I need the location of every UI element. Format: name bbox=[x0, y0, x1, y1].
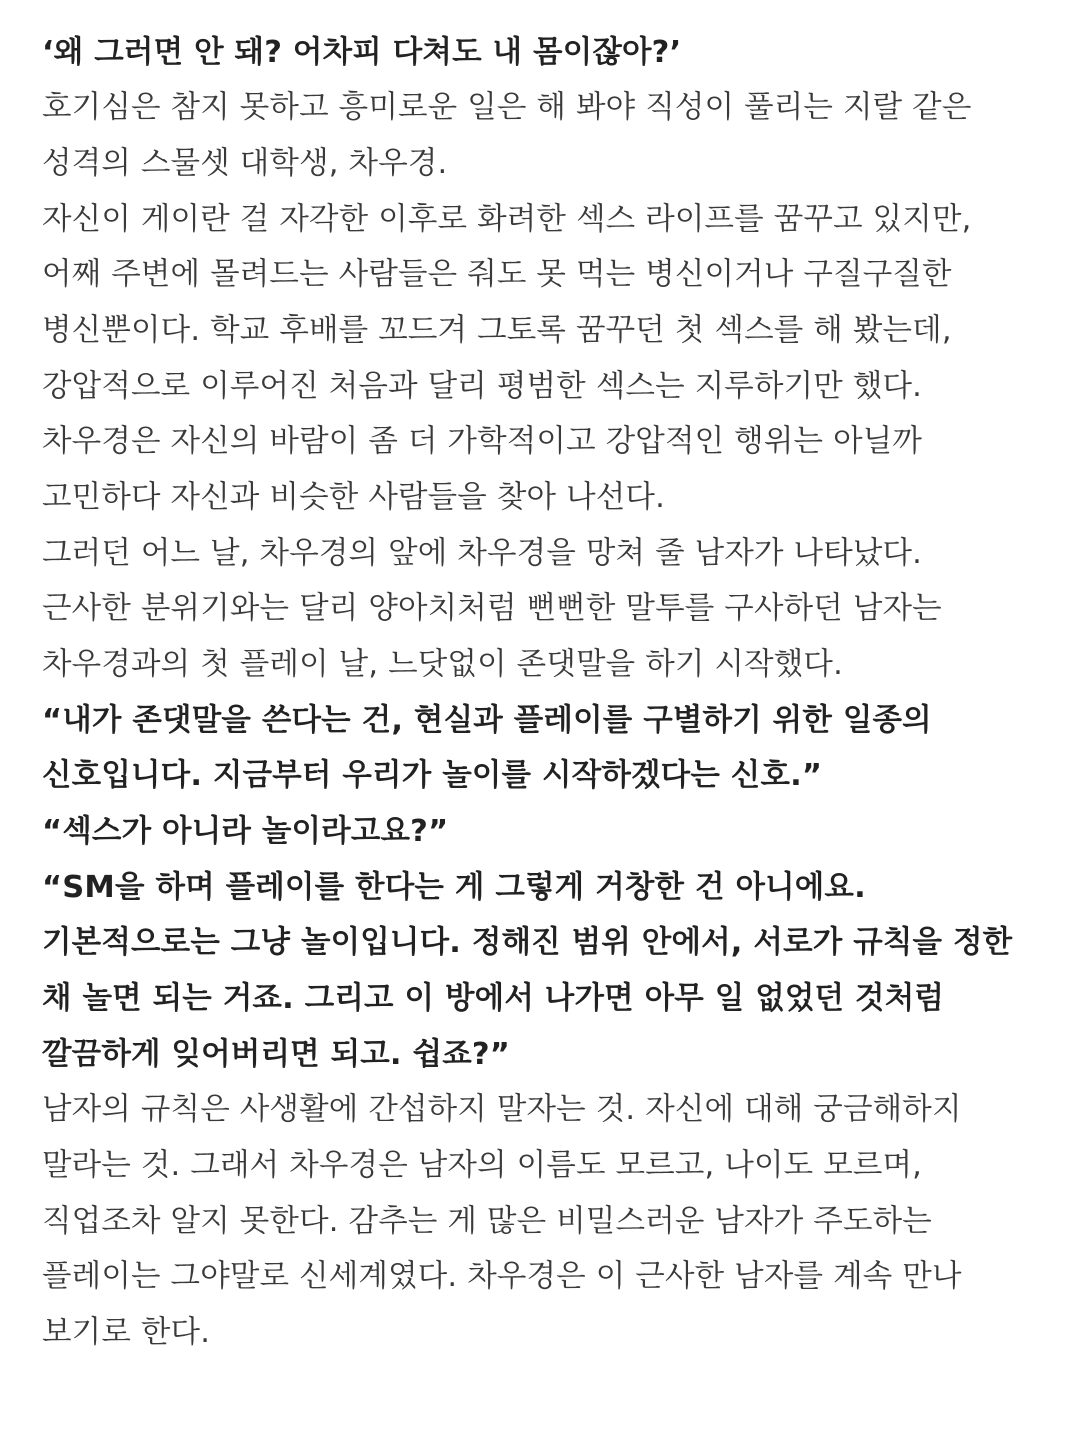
text-line: 신호입니다. 지금부터 우리가 놀이를 시작하겠다는 신호.” bbox=[42, 758, 823, 793]
text-line: 직업조차 알지 못한다. 감추는 게 많은 비밀스러운 남자가 주도하는 bbox=[42, 1204, 932, 1239]
text-line: 말라는 것. 그래서 차우경은 남자의 이름도 모르고, 나이도 모르며, bbox=[42, 1148, 923, 1183]
text-line: 성격의 스물셋 대학생, 차우경. bbox=[42, 146, 448, 181]
text-line: 차우경은 자신의 바람이 좀 더 가학적이고 강압적인 행위는 아닐까 bbox=[42, 424, 923, 459]
text-line: 고민하다 자신과 비슷한 사람들을 찾아 나선다. bbox=[42, 480, 665, 515]
text-line: 근사한 분위기와는 달리 양아치처럼 뻔뻔한 말투를 구사하던 남자는 bbox=[42, 591, 942, 626]
text-line: 남자의 규칙은 사생활에 간섭하지 말자는 것. 자신에 대해 궁금해하지 bbox=[42, 1092, 962, 1127]
text-line: “SM을 하며 플레이를 한다는 게 그렇게 거창한 건 아니에요. bbox=[42, 870, 866, 905]
text-line: 채 놀면 되는 거죠. 그리고 이 방에서 나가면 아무 일 없었던 것처럼 bbox=[42, 981, 945, 1016]
text-line: 어째 주변에 몰려드는 사람들은 줘도 못 먹는 병신이거나 구질구질한 bbox=[42, 257, 952, 292]
text-line: 자신이 게이란 걸 자각한 이후로 화려한 섹스 라이프를 꿈꾸고 있지만, bbox=[42, 202, 972, 237]
text-line: “섹스가 아니라 놀이라고요?” bbox=[42, 814, 449, 849]
text-line: 차우경과의 첫 플레이 날, 느닷없이 존댓말을 하기 시작했다. bbox=[42, 647, 843, 682]
text-line: 기본적으로는 그냥 놀이입니다. 정해진 범위 안에서, 서로가 규칙을 정한 bbox=[42, 925, 1013, 960]
text-line: ‘왜 그러면 안 돼? 어차피 다쳐도 내 몸이잖아?’ bbox=[42, 35, 682, 70]
text-line: 호기심은 참지 못하고 흥미로운 일은 해 봐야 직성이 풀리는 지랄 같은 bbox=[42, 90, 972, 125]
text-line: “내가 존댓말을 쓴다는 건, 현실과 플레이를 구별하기 위한 일종의 bbox=[42, 703, 932, 738]
text-line: 강압적으로 이루어진 처음과 달리 평범한 섹스는 지루하기만 했다. bbox=[42, 369, 923, 404]
text-line: 병신뿐이다. 학교 후배를 꼬드겨 그토록 꿈꾸던 첫 섹스를 해 봤는데, bbox=[42, 313, 952, 348]
text-line: 깔끔하게 잊어버리면 되고. 쉽죠?” bbox=[42, 1037, 510, 1072]
text-line: 플레이는 그야말로 신세계였다. 차우경은 이 근사한 남자를 계속 만나 bbox=[42, 1259, 962, 1294]
text-line: 그러던 어느 날, 차우경의 앞에 차우경을 망쳐 줄 남자가 나타났다. bbox=[42, 536, 923, 571]
text-line: 보기로 한다. bbox=[42, 1315, 211, 1350]
